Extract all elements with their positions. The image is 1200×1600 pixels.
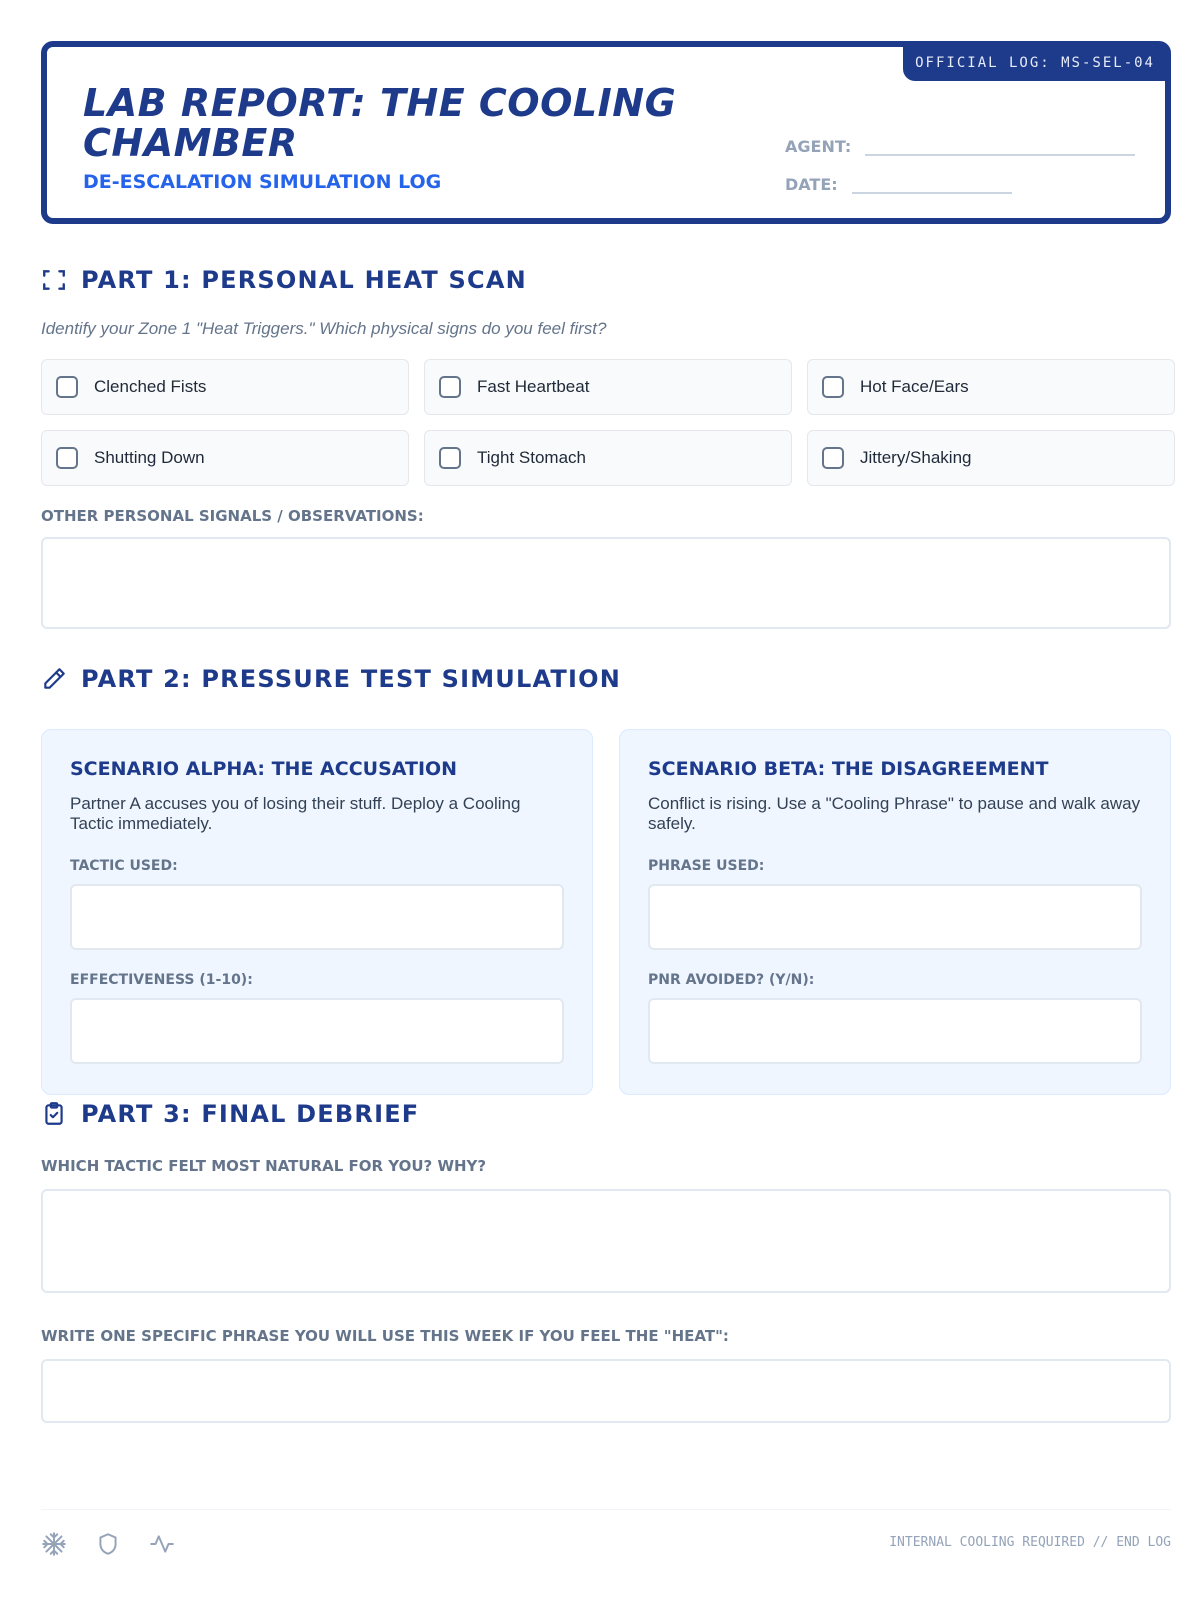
checkbox[interactable] <box>56 376 78 398</box>
checkbox[interactable] <box>56 447 78 469</box>
checkbox-label: Tight Stomach <box>477 448 586 467</box>
shield-icon <box>95 1531 121 1557</box>
phrase-used-field[interactable] <box>648 884 1142 950</box>
other-signals-label: OTHER PERSONAL SIGNALS / OBSERVATIONS: <box>41 507 424 525</box>
checkbox-label: Jittery/Shaking <box>860 448 972 467</box>
scan-icon <box>41 267 67 293</box>
date-field-row <box>785 175 1012 194</box>
report-title: LAB REPORT: THE COOLING CHAMBER <box>83 81 677 165</box>
lab-report-page <box>41 41 1171 1550</box>
effectiveness-field[interactable] <box>70 998 564 1064</box>
footer-divider <box>41 1509 1171 1510</box>
checkbox-label: Shutting Down <box>94 448 205 467</box>
checkbox[interactable] <box>439 447 461 469</box>
checkbox-item[interactable] <box>807 359 1175 415</box>
natural-tactic-field[interactable] <box>41 1189 1171 1293</box>
part3-title: PART 3: FINAL DEBRIEF <box>81 1100 420 1128</box>
snowflake-icon <box>41 1531 67 1557</box>
checkbox-item[interactable] <box>424 430 792 486</box>
pnr-avoided-label: PNR AVOIDED? (Y/N): <box>648 972 815 988</box>
other-signals-field[interactable] <box>41 537 1171 629</box>
date-label: DATE: <box>785 175 838 194</box>
official-log-tag: OFFICIAL LOG: MS-SEL-04 <box>903 47 1165 81</box>
clipboard-check-icon <box>41 1101 67 1127</box>
natural-tactic-question: WHICH TACTIC FELT MOST NATURAL FOR YOU? WHY? <box>41 1157 487 1175</box>
checkbox-item[interactable] <box>807 430 1175 486</box>
checkbox-label: Hot Face/Ears <box>860 377 969 396</box>
checkbox-item[interactable] <box>41 430 409 486</box>
checkbox-item[interactable] <box>424 359 792 415</box>
agent-field-row <box>785 137 1135 156</box>
scenario-alpha-title: SCENARIO ALPHA: THE ACCUSATION <box>70 758 458 780</box>
part1-instructions: Identify your Zone 1 "Heat Triggers." Which physical signs do you feel first? <box>41 319 607 338</box>
checkbox-label: Fast Heartbeat <box>477 377 590 396</box>
report-subtitle: DE-ESCALATION SIMULATION LOG <box>83 171 442 193</box>
part2-heading <box>41 665 621 693</box>
heat-trigger-checklist <box>41 359 1171 486</box>
footer-icons <box>41 1531 203 1557</box>
activity-icon <box>149 1531 175 1557</box>
report-header <box>41 41 1171 224</box>
scenario-beta-title: SCENARIO BETA: THE DISAGREEMENT <box>648 758 1049 780</box>
effectiveness-label: EFFECTIVENESS (1-10): <box>70 972 253 988</box>
scenario-alpha-description: Partner A accuses you of losing their stuff. Deploy a Cooling Tactic immediately. <box>70 794 521 833</box>
pnr-avoided-field[interactable] <box>648 998 1142 1064</box>
checkbox[interactable] <box>822 447 844 469</box>
agent-label: AGENT: <box>785 137 852 156</box>
phrase-used-label: PHRASE USED: <box>648 858 765 874</box>
checkbox[interactable] <box>439 376 461 398</box>
part1-title: PART 1: PERSONAL HEAT SCAN <box>81 266 527 294</box>
part2-title: PART 2: PRESSURE TEST SIMULATION <box>81 665 621 693</box>
pencil-icon <box>41 666 67 692</box>
scenario-alpha-card <box>41 729 593 1095</box>
specific-phrase-question: WRITE ONE SPECIFIC PHRASE YOU WILL USE THIS WEEK IF YOU FEEL THE "HEAT": <box>41 1327 729 1345</box>
part1-heading <box>41 266 527 294</box>
part3-heading <box>41 1100 419 1128</box>
tactic-used-label: TACTIC USED: <box>70 858 178 874</box>
checkbox[interactable] <box>822 376 844 398</box>
tactic-used-field[interactable] <box>70 884 564 950</box>
scenario-beta-card <box>619 729 1171 1095</box>
agent-field[interactable] <box>865 140 1135 156</box>
checkbox-label: Clenched Fists <box>94 377 207 396</box>
scenario-beta-description: Conflict is rising. Use a "Cooling Phrase" to pause and walk away safely. <box>648 794 1141 833</box>
checkbox-item[interactable] <box>41 359 409 415</box>
date-field[interactable] <box>852 178 1012 194</box>
footer-status-text: INTERNAL COOLING REQUIRED // END LOG <box>889 1535 1171 1550</box>
specific-phrase-field[interactable] <box>41 1359 1171 1423</box>
